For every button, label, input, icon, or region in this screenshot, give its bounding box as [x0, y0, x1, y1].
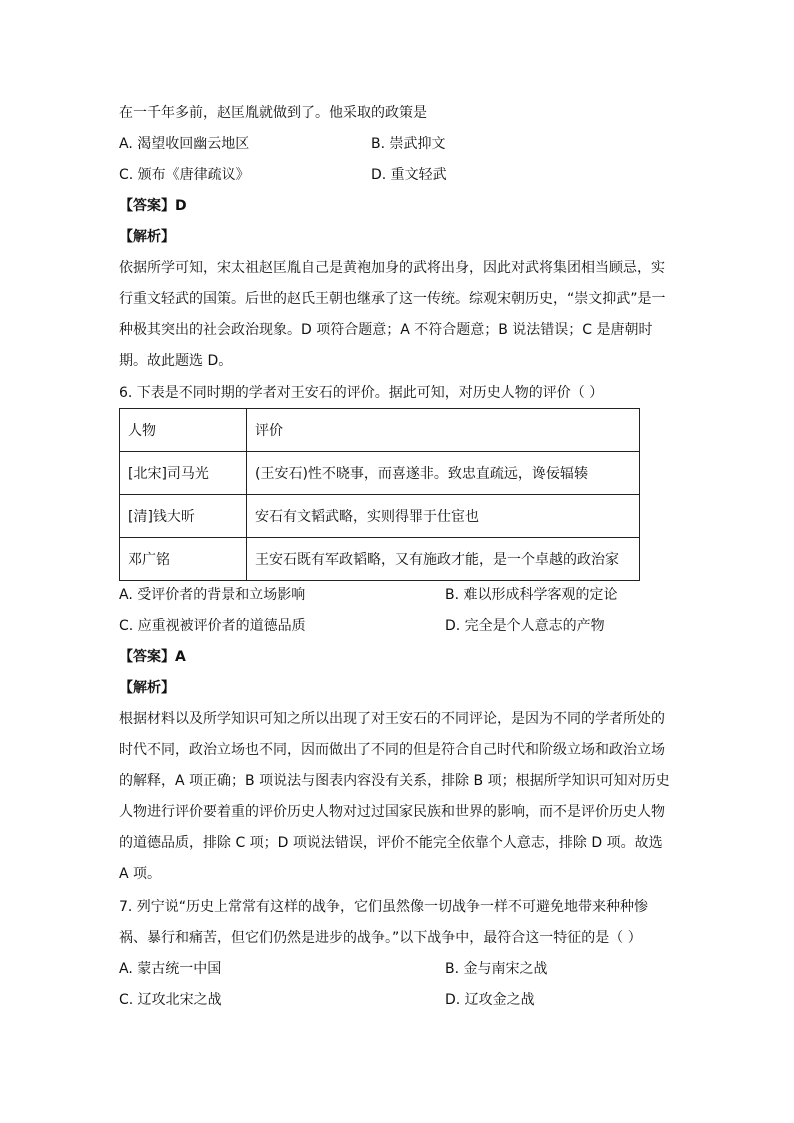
q6-option-b: B. 难以形成科学客观的定论	[445, 587, 618, 603]
q7-stem-line: 7. 列宁说“历史上常常有这样的战争，它们虽然像一切战争一样不可避免地带来种种惨	[119, 899, 649, 915]
q5-analysis-line: 依据所学可知，宋太祖赵匡胤自己是黄袍加身的武将出身，因此对武将集团相当顾忌，实	[119, 260, 665, 276]
q6-analysis-line: A 项。	[119, 866, 162, 882]
q6-analysis-line: 的解释，A 项正确；B 项说法与图表内容没有关系，排除 B 项；根据所学知识可知对历史	[119, 773, 670, 789]
q5-option-d: D. 重文轻武	[371, 167, 447, 183]
q6-analysis-line: 人物进行评价要着重的评价历史人物对过过国家民族和世界的影响，而不是评价历史人物	[119, 804, 665, 820]
q6-analysis-title: 【解析】	[119, 680, 175, 696]
q5-answer: 【答案】D	[119, 198, 187, 214]
q5-option-c: C. 颁布《唐律疏议》	[119, 167, 250, 183]
table-cell: 王安石既有军政韬略，又有施政才能，是一个卓越的政治家	[247, 538, 640, 581]
q6-option-d: D. 完全是个人意志的产物	[445, 618, 605, 634]
q5-analysis-line: 期。故此题选 D。	[119, 353, 233, 369]
q6-option-a: A. 受评价者的背景和立场影响	[119, 587, 306, 603]
q6-analysis-line: 时代不同，政治立场也不同，因而做出了不同的但是符合自己时代和阶级立场和政治立场	[119, 742, 665, 758]
q6-analysis-line: 的道德品质，排除 C 项；D 项说法错误，评价不能完全依靠个人意志，排除 D 项。故选	[119, 835, 663, 851]
table-row	[120, 452, 640, 495]
table-cell: [清]钱大昕	[120, 495, 247, 538]
evaluation-table	[119, 408, 640, 581]
q6-answer: 【答案】A	[119, 649, 186, 665]
q6-stem: 6. 下表是不同时期的学者对王安石的评价。据此可知，对历史人物的评价（ ）	[119, 385, 604, 401]
table-header-cell: 人物	[120, 409, 247, 452]
q5-analysis-title: 【解析】	[119, 229, 175, 245]
table-cell: 邓广铭	[120, 538, 247, 581]
q7-option-c: C. 辽攻北宋之战	[119, 992, 222, 1008]
q7-stem-line: 祸、暴行和痛苦，但它们仍然是进步的战争。”以下战争中，最符合这一特征的是（ ）	[119, 930, 642, 946]
q5-option-b: B. 崇武抑文	[371, 136, 446, 152]
table-cell: (王安石)性不晓事，而喜遂非。致忠直疏远，谗佞辐辏	[247, 452, 640, 495]
table-header-cell: 评价	[247, 409, 640, 452]
table-row	[120, 495, 640, 538]
table-cell: 安石有文韬武略，实则得罪于仕宦也	[247, 495, 640, 538]
q5-analysis-line: 种极其突出的社会政治现象。D 项符合题意；A 不符合题意；B 说法错误；C 是唐朝时	[119, 322, 653, 338]
table-header-row	[120, 409, 640, 452]
table-row	[120, 538, 640, 581]
q6-analysis-line: 根据材料以及所学知识可知之所以出现了对王安石的不同评论，是因为不同的学者所处的	[119, 711, 665, 727]
q5-stem: 在一千年多前，赵匡胤就做到了。他采取的政策是	[119, 105, 427, 121]
q7-option-a: A. 蒙古统一中国	[119, 961, 222, 977]
q6-option-c: C. 应重视被评价者的道德品质	[119, 618, 306, 634]
q5-option-a: A. 渴望收回幽云地区	[119, 136, 250, 152]
q5-analysis-line: 行重文轻武的国策。后世的赵氏王朝也继承了这一传统。综观宋朝历史，“崇文抑武”是一	[119, 291, 666, 307]
table-cell: [北宋]司马光	[120, 452, 247, 495]
q7-option-b: B. 金与南宋之战	[445, 961, 548, 977]
q7-option-d: D. 辽攻金之战	[445, 992, 535, 1008]
